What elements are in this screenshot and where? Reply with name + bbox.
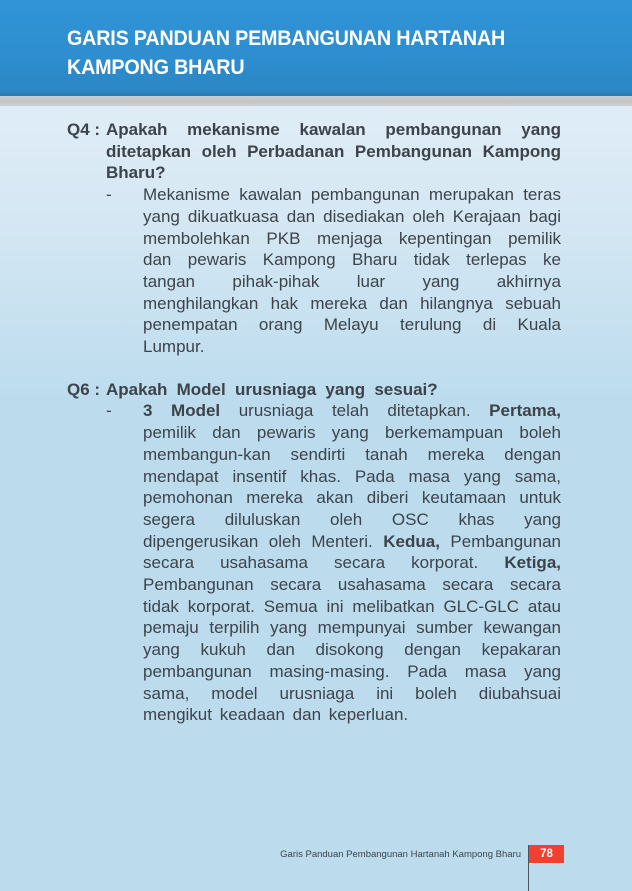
page-title-line2: KAMPONG BHARU bbox=[67, 56, 245, 79]
question-text-q6: Apakah Model urusniaga yang sesuai? bbox=[106, 379, 438, 399]
page-title bbox=[67, 24, 505, 82]
answer-row-q4 bbox=[106, 184, 632, 358]
question-text-q4: Apakah mekanisme kawalan pembangunan yang ditetapkan oleh Perbadanan Pembangunan Kampong Bharu? bbox=[106, 120, 561, 183]
qa-block-q6 bbox=[0, 379, 632, 726]
question-label-q4: Q4 : bbox=[67, 120, 101, 139]
content-area bbox=[0, 106, 632, 747]
answer-text-q6: 3 Model urusniaga telah ditetapkan. Pertama, pemilik dan pewaris yang berkemampuan boleh membangun-kan sendirti tanah mereka dengan mendapat insentif khas. Pada masa yang sama, pemohonan mereka akan diberi keutamaan untuk segera diluluskan oleh OSC khas yang dipengerusikan oleh Menteri. Kedua, Pembangunan secara usahasama secara korporat. Ketiga, Pembangunan secara usahasama secara secara tidak korporat. Semua ini melibatkan GLC-GLC atau pemaju terpilih yang mempunyai sumber kewangan yang kukuh dan disokong dengan kepakaran pembangunan masing-masing. Pada masa yang sama, model urusniaga ini boleh diubahsuai mengikut keadaan dan keperluan. bbox=[143, 401, 561, 725]
bullet-dash-q4: - bbox=[106, 185, 112, 205]
question-row-q6 bbox=[67, 379, 632, 401]
answer-row-q6 bbox=[106, 400, 632, 726]
question-label-q6: Q6 : bbox=[67, 379, 101, 399]
bullet-dash-q6: - bbox=[106, 401, 112, 421]
question-row-q4 bbox=[67, 119, 632, 184]
answer-text-q4: Mekanisme kawalan pembangunan merupakan teras yang dikuatkuasa dan disediakan oleh Kerajaan bagi membolehkan PKB menjaga kepentingan pemilik dan pewaris Kampong Bharu tidak terlepas ke tangan pihak-pihak luar yang akhirnya menghilangkan hak mereka dan hilangnya sebuah penempatan orang Melayu terulung di Kuala Lumpur. bbox=[143, 185, 561, 357]
header-divider bbox=[0, 96, 632, 106]
footer-title: Garis Panduan Pembangunan Hartanah Kampong Bharu bbox=[280, 849, 521, 860]
page-number-badge: 78 bbox=[529, 845, 564, 863]
qa-block-q4 bbox=[0, 119, 632, 358]
page-title-line1: GARIS PANDUAN PEMBANGUNAN HARTANAH bbox=[67, 27, 506, 50]
header-banner bbox=[0, 0, 632, 96]
